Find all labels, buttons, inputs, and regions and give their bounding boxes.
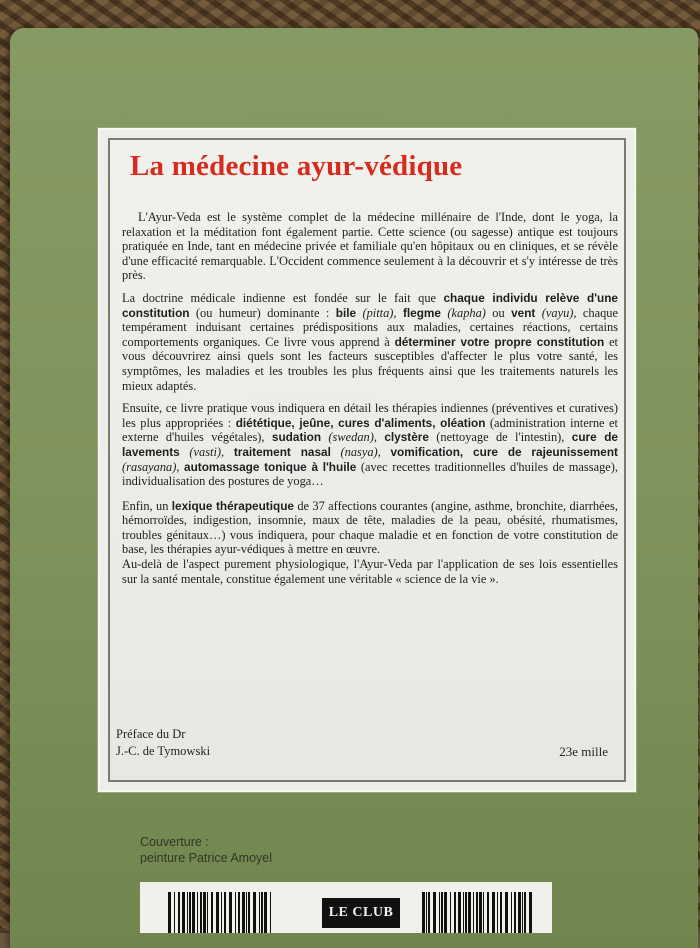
barcode-bar (492, 892, 495, 933)
barcode-bar (192, 892, 195, 933)
barcode-bar (235, 892, 236, 933)
barcode-bar (200, 892, 202, 933)
barcode-bar (458, 892, 461, 933)
barcode-bar (238, 892, 240, 933)
paragraph-therapies: Ensuite, ce livre pratique vous indiquera en détail les thérapies indiennes (préventives et curatives) les plus appropriées : diététique, jeûne, cures d'aliments, oléation (administration interne et externe d'huiles végétales), sudation (swedan), clystère (nettoyage de l'intestin), cure de lavements (vasti), traitement nasal (nasya), vomification, cure de rajeunissement (rasayana), automassage tonique à l'huile (avec recettes traditionnelles d'huiles de massage), individualisation des postures de yoga… (122, 401, 618, 489)
cover-credit-artist: peinture Patrice Amoyel (140, 851, 273, 865)
cover-credit (140, 834, 272, 866)
barcode-bar (229, 892, 232, 933)
barcode-bar (248, 892, 250, 933)
barcode-bar (182, 892, 185, 933)
barcode-bar (441, 892, 443, 933)
barcode-bar (203, 892, 206, 933)
barcode-strip (140, 882, 552, 933)
barcode-bar (433, 892, 436, 933)
barcode-bar (487, 892, 489, 933)
barcode-bar (454, 892, 456, 933)
barcode-bar (439, 892, 440, 933)
barcode-bar (428, 892, 430, 933)
paragraph-doctrine: La doctrine médicale indienne est fondée sur le fait que chaque individu relève d'une constitution (ou humeur) dominante : bile (pitta), flegme (kapha) ou vent (vayu), chaque tempérament induisant certaines prédispositions aux maladies, certaines réactions, certains comportements organiques. Ce livre vous apprend à déterminer votre propre constitution et vous découvrirez ainsi quels sont les facteurs susceptibles d'affecter le plus votre santé, les symptômes, les maladies et les troubles les plus fréquents ainsi que les traitements naturels les mieux adaptés. (122, 290, 618, 393)
barcode-bar (483, 892, 484, 933)
barcode-bar (426, 892, 427, 933)
text-panel-frame (98, 128, 636, 792)
barcode-bar (224, 892, 226, 933)
barcode-bar (242, 892, 245, 933)
barcode-bar (468, 892, 471, 933)
barcode-bar (264, 892, 267, 933)
barcode-left (168, 892, 276, 933)
barcode-bar (465, 892, 467, 933)
barcode-bar (261, 892, 263, 933)
publisher-logo: LE CLUB (322, 898, 400, 928)
barcode-bar (174, 892, 175, 933)
barcode-bar (211, 892, 213, 933)
barcode-bar (529, 892, 532, 933)
preface-credit (116, 726, 210, 760)
paragraph-lexicon: Enfin, un lexique thérapeutique de 37 affections courantes (angine, asthme, bronchite, diarrhées, hémorroïdes, indigestion, insomnie, maux de tête, maladies de la peau, obésité, rhumatismes, troubles génitaux…) vous indiquera, pour chaque maladie et en fonction de votre constitution de base, les thérapies ayur-védiques à mettre en œuvre. (122, 498, 618, 557)
barcode-bar (511, 892, 512, 933)
barcode-bar (463, 892, 464, 933)
edition-count: 23e mille (559, 744, 608, 759)
barcode-bar (216, 892, 219, 933)
barcode-bar (187, 892, 188, 933)
barcode-bar (270, 892, 271, 933)
blurb-text (122, 210, 618, 594)
barcode-bar (197, 892, 198, 933)
barcode-bar (178, 892, 180, 933)
preface-author: J.-C. de Tymowski (116, 744, 211, 758)
barcode-bar (221, 892, 222, 933)
barcode-bar (524, 892, 526, 933)
barcode-bar (259, 892, 260, 933)
barcode-bar (189, 892, 191, 933)
cover-credit-label: Couverture : (140, 835, 209, 849)
book-title: La médecine ayur-védique (130, 150, 463, 182)
barcode-bar (450, 892, 451, 933)
preface-label: Préface du Dr (116, 727, 186, 741)
barcode-bar (522, 892, 523, 933)
barcode-right (422, 892, 532, 933)
text-panel (108, 138, 626, 782)
barcode-bar (505, 892, 508, 933)
barcode-bar (518, 892, 521, 933)
barcode-bar (168, 892, 171, 933)
barcode-bar (514, 892, 516, 933)
barcode-bar (473, 892, 474, 933)
barcode-bar (253, 892, 256, 933)
barcode-bar (497, 892, 498, 933)
barcode-bar (444, 892, 447, 933)
barcode-bar (476, 892, 478, 933)
barcode-bar (479, 892, 482, 933)
barcode-bar (246, 892, 247, 933)
paragraph-conclusion: Au-delà de l'aspect purement physiologique, l'Ayur-Veda par l'application de ses lois essentielles sur la santé mentale, constitue également une véritable « science de la vie ». (122, 557, 618, 586)
paragraph-intro: L'Ayur-Veda est le système complet de la médecine millénaire de l'Inde, dont le yoga, la relaxation et la méditation font également partie. Cette science (ou sagesse) antique est toujours pratiquée en Inde, tant en médecine privée et familiale qu'en hôpitaux ou en cliniques, et se révèle d'une efficacité remarquable. L'Occident commence seulement à la découvrir et s'y intéresse de très près. (122, 210, 618, 283)
barcode-bar (207, 892, 208, 933)
barcode-bar (422, 892, 425, 933)
barcode-bar (500, 892, 502, 933)
